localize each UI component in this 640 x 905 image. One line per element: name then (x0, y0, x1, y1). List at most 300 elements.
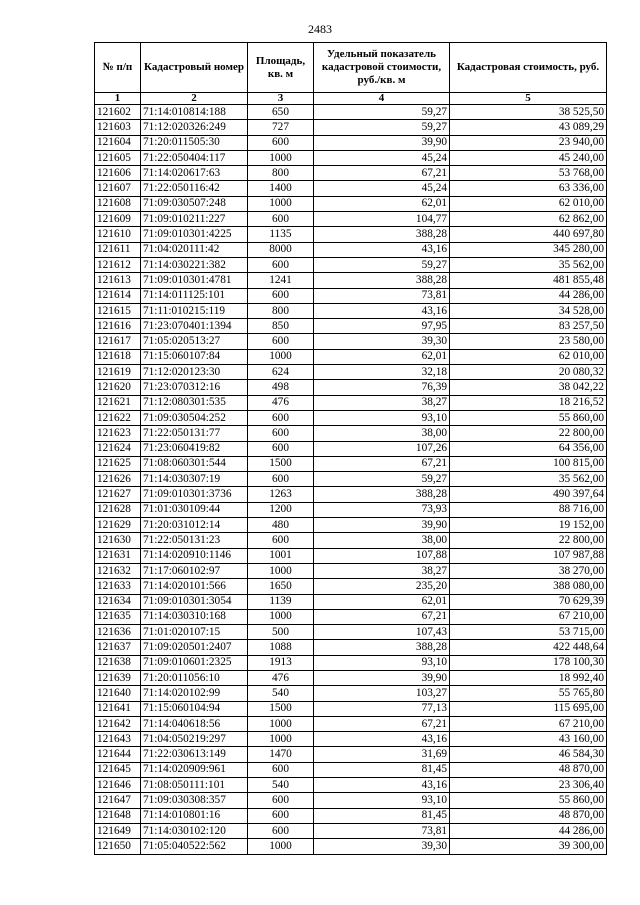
area-cell: 800 (248, 303, 314, 318)
row-number-cell: 121608 (95, 196, 141, 211)
row-number-cell: 121618 (95, 349, 141, 364)
row-number-cell: 121610 (95, 227, 141, 242)
unit-rate-cell: 45,24 (314, 181, 450, 196)
table-body (95, 105, 607, 855)
area-cell: 480 (248, 518, 314, 533)
row-number-cell: 121637 (95, 640, 141, 655)
area-cell: 650 (248, 105, 314, 120)
cadastral-number-cell: 71:09:010301:3736 (141, 487, 248, 502)
cadastral-value-cell: 64 356,00 (450, 441, 607, 456)
area-cell: 600 (248, 426, 314, 441)
unit-rate-cell: 235,20 (314, 579, 450, 594)
table-row (95, 135, 607, 150)
area-cell: 1001 (248, 548, 314, 563)
table-row (95, 456, 607, 471)
cadastral-number-cell: 71:20:011505:30 (141, 135, 248, 150)
row-number-cell: 121630 (95, 533, 141, 548)
table-row (95, 395, 607, 410)
cadastral-value-cell: 20 080,32 (450, 365, 607, 380)
unit-rate-cell: 45,24 (314, 150, 450, 165)
cadastral-value-cell: 22 800,00 (450, 533, 607, 548)
cadastral-value-cell: 62 010,00 (450, 349, 607, 364)
cadastral-number-cell: 71:01:030109:44 (141, 502, 248, 517)
unit-rate-cell: 43,16 (314, 303, 450, 318)
area-cell: 1000 (248, 196, 314, 211)
table-row (95, 778, 607, 793)
row-number-cell: 121645 (95, 762, 141, 777)
cadastral-value-cell: 55 765,80 (450, 686, 607, 701)
cadastral-number-cell: 71:09:010301:4225 (141, 227, 248, 242)
unit-rate-cell: 77,13 (314, 701, 450, 716)
cadastral-value-cell: 115 695,00 (450, 701, 607, 716)
cadastral-value-cell: 18 992,40 (450, 670, 607, 685)
row-number-cell: 121639 (95, 670, 141, 685)
unit-rate-cell: 67,21 (314, 609, 450, 624)
area-cell: 1000 (248, 609, 314, 624)
row-number-cell: 121612 (95, 257, 141, 272)
row-number-cell: 121647 (95, 793, 141, 808)
area-cell: 850 (248, 319, 314, 334)
unit-rate-cell: 43,16 (314, 732, 450, 747)
cadastral-value-cell: 35 562,00 (450, 472, 607, 487)
area-cell: 1000 (248, 349, 314, 364)
table-row (95, 518, 607, 533)
area-cell: 476 (248, 395, 314, 410)
cadastral-number-cell: 71:09:010301:4781 (141, 273, 248, 288)
cadastral-value-cell: 345 280,00 (450, 242, 607, 257)
row-number-cell: 121628 (95, 502, 141, 517)
area-cell: 1500 (248, 701, 314, 716)
table-header-row (95, 43, 607, 93)
cadastral-number-cell: 71:23:070312:16 (141, 380, 248, 395)
table-row (95, 472, 607, 487)
cadastral-value-cell: 39 300,00 (450, 839, 607, 854)
unit-rate-cell: 107,26 (314, 441, 450, 456)
area-cell: 1470 (248, 747, 314, 762)
area-cell: 1913 (248, 655, 314, 670)
cadastral-value-cell: 63 336,00 (450, 181, 607, 196)
table-row (95, 502, 607, 517)
area-cell: 1400 (248, 181, 314, 196)
area-cell: 1000 (248, 150, 314, 165)
row-number-cell: 121603 (95, 120, 141, 135)
table-row (95, 686, 607, 701)
cadastral-number-cell: 71:12:020326:249 (141, 120, 248, 135)
row-number-cell: 121607 (95, 181, 141, 196)
unit-rate-cell: 31,69 (314, 747, 450, 762)
header-row-number: № п/п (95, 43, 141, 93)
row-number-cell: 121635 (95, 609, 141, 624)
row-number-cell: 121614 (95, 288, 141, 303)
table-row (95, 548, 607, 563)
column-number: 1 (95, 93, 141, 105)
cadastral-value-cell: 38 270,00 (450, 563, 607, 578)
table-row (95, 257, 607, 272)
unit-rate-cell: 388,28 (314, 273, 450, 288)
area-cell: 1263 (248, 487, 314, 502)
table-row (95, 227, 607, 242)
cadastral-value-cell: 107 987,88 (450, 548, 607, 563)
column-number: 2 (141, 93, 248, 105)
row-number-cell: 121616 (95, 319, 141, 334)
row-number-cell: 121622 (95, 410, 141, 425)
unit-rate-cell: 59,27 (314, 120, 450, 135)
cadastral-number-cell: 71:14:020617:63 (141, 166, 248, 181)
area-cell: 1000 (248, 563, 314, 578)
table-row (95, 242, 607, 257)
row-number-cell: 121627 (95, 487, 141, 502)
table-row (95, 349, 607, 364)
cadastral-number-cell: 71:09:010211:227 (141, 212, 248, 227)
column-number: 3 (248, 93, 314, 105)
unit-rate-cell: 39,30 (314, 334, 450, 349)
row-number-cell: 121649 (95, 823, 141, 838)
row-number-cell: 121641 (95, 701, 141, 716)
cadastral-number-cell: 71:14:030310:168 (141, 609, 248, 624)
unit-rate-cell: 62,01 (314, 349, 450, 364)
area-cell: 1139 (248, 594, 314, 609)
header-area: Площадь, кв. м (248, 43, 314, 93)
table-row (95, 303, 607, 318)
cadastral-number-cell: 71:15:060107:84 (141, 349, 248, 364)
cadastral-value-cell: 44 286,00 (450, 823, 607, 838)
table-row (95, 640, 607, 655)
unit-rate-cell: 76,39 (314, 380, 450, 395)
table-row (95, 441, 607, 456)
cadastral-number-cell: 71:08:050111:101 (141, 778, 248, 793)
row-number-cell: 121650 (95, 839, 141, 854)
cadastral-value-cell: 38 042,22 (450, 380, 607, 395)
row-number-cell: 121638 (95, 655, 141, 670)
unit-rate-cell: 81,45 (314, 762, 450, 777)
area-cell: 1650 (248, 579, 314, 594)
row-number-cell: 121624 (95, 441, 141, 456)
unit-rate-cell: 62,01 (314, 196, 450, 211)
area-cell: 600 (248, 410, 314, 425)
table-row (95, 762, 607, 777)
unit-rate-cell: 39,90 (314, 670, 450, 685)
table-row (95, 839, 607, 854)
row-number-cell: 121629 (95, 518, 141, 533)
area-cell: 600 (248, 334, 314, 349)
unit-rate-cell: 93,10 (314, 793, 450, 808)
row-number-cell: 121604 (95, 135, 141, 150)
cadastral-value-cell: 45 240,00 (450, 150, 607, 165)
cadastral-value-cell: 388 080,00 (450, 579, 607, 594)
unit-rate-cell: 67,21 (314, 456, 450, 471)
table-row (95, 410, 607, 425)
table-row (95, 196, 607, 211)
area-cell: 1000 (248, 732, 314, 747)
cadastral-value-cell: 55 860,00 (450, 410, 607, 425)
table-row (95, 655, 607, 670)
unit-rate-cell: 38,00 (314, 533, 450, 548)
cadastral-number-cell: 71:14:011125:101 (141, 288, 248, 303)
table-row (95, 670, 607, 685)
area-cell: 1000 (248, 839, 314, 854)
row-number-cell: 121623 (95, 426, 141, 441)
unit-rate-cell: 107,43 (314, 625, 450, 640)
cadastral-value-cell: 62 010,00 (450, 196, 607, 211)
table-row (95, 793, 607, 808)
page-number: 2483 (308, 22, 332, 36)
table-row (95, 594, 607, 609)
cadastral-number-cell: 71:20:011056:10 (141, 670, 248, 685)
area-cell: 600 (248, 472, 314, 487)
unit-rate-cell: 73,81 (314, 288, 450, 303)
area-cell: 1200 (248, 502, 314, 517)
cadastral-number-cell: 71:11:010215:119 (141, 303, 248, 318)
table-row (95, 808, 607, 823)
cadastral-value-cell: 62 862,00 (450, 212, 607, 227)
column-number: 5 (450, 93, 607, 105)
area-cell: 1088 (248, 640, 314, 655)
table-row (95, 716, 607, 731)
table-row (95, 288, 607, 303)
cadastral-number-cell: 71:09:010601:2325 (141, 655, 248, 670)
table-row (95, 181, 607, 196)
cadastral-value-cell: 481 855,48 (450, 273, 607, 288)
table-row (95, 166, 607, 181)
cadastral-value-cell: 34 528,00 (450, 303, 607, 318)
unit-rate-cell: 39,30 (314, 839, 450, 854)
unit-rate-cell: 73,93 (314, 502, 450, 517)
unit-rate-cell: 59,27 (314, 472, 450, 487)
table-row (95, 319, 607, 334)
area-cell: 600 (248, 288, 314, 303)
row-number-cell: 121631 (95, 548, 141, 563)
row-number-cell: 121640 (95, 686, 141, 701)
cadastral-value-cell: 70 629,39 (450, 594, 607, 609)
cadastral-number-cell: 71:09:010301:3054 (141, 594, 248, 609)
cadastral-number-cell: 71:12:080301:535 (141, 395, 248, 410)
cadastral-number-cell: 71:05:040522:562 (141, 839, 248, 854)
cadastral-value-cell: 440 697,80 (450, 227, 607, 242)
cadastral-number-cell: 71:22:050131:77 (141, 426, 248, 441)
table-row (95, 487, 607, 502)
cadastral-value-cell: 178 100,30 (450, 655, 607, 670)
area-cell: 500 (248, 625, 314, 640)
row-number-cell: 121642 (95, 716, 141, 731)
unit-rate-cell: 107,88 (314, 548, 450, 563)
row-number-cell: 121634 (95, 594, 141, 609)
area-cell: 8000 (248, 242, 314, 257)
unit-rate-cell: 67,21 (314, 716, 450, 731)
table-row (95, 533, 607, 548)
column-number-row (95, 93, 607, 105)
table-row (95, 365, 607, 380)
row-number-cell: 121615 (95, 303, 141, 318)
cadastral-value-cell: 88 716,00 (450, 502, 607, 517)
unit-rate-cell: 104,77 (314, 212, 450, 227)
cadastral-value-cell: 83 257,50 (450, 319, 607, 334)
cadastral-number-cell: 71:14:030221:382 (141, 257, 248, 272)
table-row (95, 273, 607, 288)
unit-rate-cell: 32,18 (314, 365, 450, 380)
unit-rate-cell: 388,28 (314, 227, 450, 242)
row-number-cell: 121643 (95, 732, 141, 747)
cadastral-value-cell: 19 152,00 (450, 518, 607, 533)
cadastral-number-cell: 71:22:050131:23 (141, 533, 248, 548)
unit-rate-cell: 43,16 (314, 778, 450, 793)
row-number-cell: 121644 (95, 747, 141, 762)
row-number-cell: 121617 (95, 334, 141, 349)
unit-rate-cell: 62,01 (314, 594, 450, 609)
cadastral-value-cell: 44 286,00 (450, 288, 607, 303)
row-number-cell: 121625 (95, 456, 141, 471)
cadastral-value-cell: 22 800,00 (450, 426, 607, 441)
unit-rate-cell: 81,45 (314, 808, 450, 823)
area-cell: 624 (248, 365, 314, 380)
row-number-cell: 121611 (95, 242, 141, 257)
cadastral-value-cell: 67 210,00 (450, 609, 607, 624)
row-number-cell: 121609 (95, 212, 141, 227)
table-row (95, 625, 607, 640)
row-number-cell: 121648 (95, 808, 141, 823)
area-cell: 540 (248, 778, 314, 793)
table-row (95, 823, 607, 838)
row-number-cell: 121633 (95, 579, 141, 594)
cadastral-value-cell: 35 562,00 (450, 257, 607, 272)
cadastral-value-cell: 23 580,00 (450, 334, 607, 349)
row-number-cell: 121620 (95, 380, 141, 395)
cadastral-number-cell: 71:04:020111:42 (141, 242, 248, 257)
cadastral-value-cell: 18 216,52 (450, 395, 607, 410)
cadastral-number-cell: 71:08:060301:544 (141, 456, 248, 471)
cadastral-value-cell: 48 870,00 (450, 808, 607, 823)
unit-rate-cell: 39,90 (314, 135, 450, 150)
cadastral-value-cell: 38 525,50 (450, 105, 607, 120)
cadastral-number-cell: 71:14:020909:961 (141, 762, 248, 777)
table-row (95, 609, 607, 624)
cadastral-value-cell: 53 768,00 (450, 166, 607, 181)
unit-rate-cell: 103,27 (314, 686, 450, 701)
unit-rate-cell: 388,28 (314, 487, 450, 502)
header-unit-rate: Удельный показатель кадастровой стоимости, руб./кв. м (314, 43, 450, 93)
cadastral-number-cell: 71:09:030308:357 (141, 793, 248, 808)
cadastral-value-cell: 100 815,00 (450, 456, 607, 471)
area-cell: 727 (248, 120, 314, 135)
row-number-cell: 121646 (95, 778, 141, 793)
area-cell: 1500 (248, 456, 314, 471)
table-row (95, 701, 607, 716)
cadastral-number-cell: 71:14:030307:19 (141, 472, 248, 487)
area-cell: 600 (248, 257, 314, 272)
cadastral-number-cell: 71:23:060419:82 (141, 441, 248, 456)
cadastral-number-cell: 71:20:031012:14 (141, 518, 248, 533)
table-row (95, 105, 607, 120)
cadastral-number-cell: 71:04:050219:297 (141, 732, 248, 747)
cadastral-number-cell: 71:14:010814:188 (141, 105, 248, 120)
table-row (95, 732, 607, 747)
cadastral-number-cell: 71:14:020910:1146 (141, 548, 248, 563)
table-row (95, 334, 607, 349)
area-cell: 600 (248, 135, 314, 150)
cadastral-value-cell: 48 870,00 (450, 762, 607, 777)
unit-rate-cell: 38,27 (314, 563, 450, 578)
row-number-cell: 121613 (95, 273, 141, 288)
unit-rate-cell: 97,95 (314, 319, 450, 334)
row-number-cell: 121606 (95, 166, 141, 181)
unit-rate-cell: 59,27 (314, 257, 450, 272)
cadastral-value-cell: 43 160,00 (450, 732, 607, 747)
unit-rate-cell: 38,00 (314, 426, 450, 441)
area-cell: 1135 (248, 227, 314, 242)
row-number-cell: 121632 (95, 563, 141, 578)
cadastral-value-cell: 53 715,00 (450, 625, 607, 640)
area-cell: 600 (248, 823, 314, 838)
cadastral-number-cell: 71:12:020123:30 (141, 365, 248, 380)
unit-rate-cell: 59,27 (314, 105, 450, 120)
row-number-cell: 121605 (95, 150, 141, 165)
area-cell: 600 (248, 808, 314, 823)
unit-rate-cell: 67,21 (314, 166, 450, 181)
cadastral-number-cell: 71:14:030102:120 (141, 823, 248, 838)
area-cell: 476 (248, 670, 314, 685)
area-cell: 600 (248, 762, 314, 777)
unit-rate-cell: 38,27 (314, 395, 450, 410)
cadastral-number-cell: 71:09:020501:2407 (141, 640, 248, 655)
cadastral-value-cell: 67 210,00 (450, 716, 607, 731)
area-cell: 600 (248, 793, 314, 808)
cadastral-value-cell: 23 940,00 (450, 135, 607, 150)
column-number: 4 (314, 93, 450, 105)
unit-rate-cell: 73,81 (314, 823, 450, 838)
area-cell: 1241 (248, 273, 314, 288)
unit-rate-cell: 93,10 (314, 655, 450, 670)
cadastral-number-cell: 71:05:020513:27 (141, 334, 248, 349)
cadastral-number-cell: 71:14:020101:566 (141, 579, 248, 594)
area-cell: 498 (248, 380, 314, 395)
row-number-cell: 121621 (95, 395, 141, 410)
area-cell: 540 (248, 686, 314, 701)
area-cell: 800 (248, 166, 314, 181)
table-row (95, 150, 607, 165)
cadastral-number-cell: 71:09:030507:248 (141, 196, 248, 211)
cadastral-number-cell: 71:14:040618:56 (141, 716, 248, 731)
cadastral-value-cell: 23 306,40 (450, 778, 607, 793)
cadastral-value-cell: 490 397,64 (450, 487, 607, 502)
cadastral-number-cell: 71:14:010801:16 (141, 808, 248, 823)
table-row (95, 380, 607, 395)
cadastral-number-cell: 71:15:060104:94 (141, 701, 248, 716)
cadastral-number-cell: 71:17:060102:97 (141, 563, 248, 578)
cadastral-number-cell: 71:01:020107:15 (141, 625, 248, 640)
header-cadastral-value: Кадастровая стоимость, руб. (450, 43, 607, 93)
cadastral-value-cell: 422 448,64 (450, 640, 607, 655)
table-row (95, 579, 607, 594)
table-row (95, 747, 607, 762)
cadastral-number-cell: 71:14:020102:99 (141, 686, 248, 701)
cadastral-value-table (94, 42, 607, 855)
row-number-cell: 121602 (95, 105, 141, 120)
cadastral-value-cell: 46 584,30 (450, 747, 607, 762)
cadastral-number-cell: 71:23:070401:1394 (141, 319, 248, 334)
cadastral-number-cell: 71:22:030613:149 (141, 747, 248, 762)
area-cell: 600 (248, 533, 314, 548)
row-number-cell: 121626 (95, 472, 141, 487)
cadastral-number-cell: 71:22:050116:42 (141, 181, 248, 196)
cadastral-value-cell: 43 089,29 (450, 120, 607, 135)
header-cadastral-number: Кадастровый номер (141, 43, 248, 93)
unit-rate-cell: 388,28 (314, 640, 450, 655)
cadastral-number-cell: 71:22:050404:117 (141, 150, 248, 165)
area-cell: 600 (248, 212, 314, 227)
cadastral-number-cell: 71:09:030504:252 (141, 410, 248, 425)
table-row (95, 426, 607, 441)
unit-rate-cell: 43,16 (314, 242, 450, 257)
cadastral-value-cell: 55 860,00 (450, 793, 607, 808)
